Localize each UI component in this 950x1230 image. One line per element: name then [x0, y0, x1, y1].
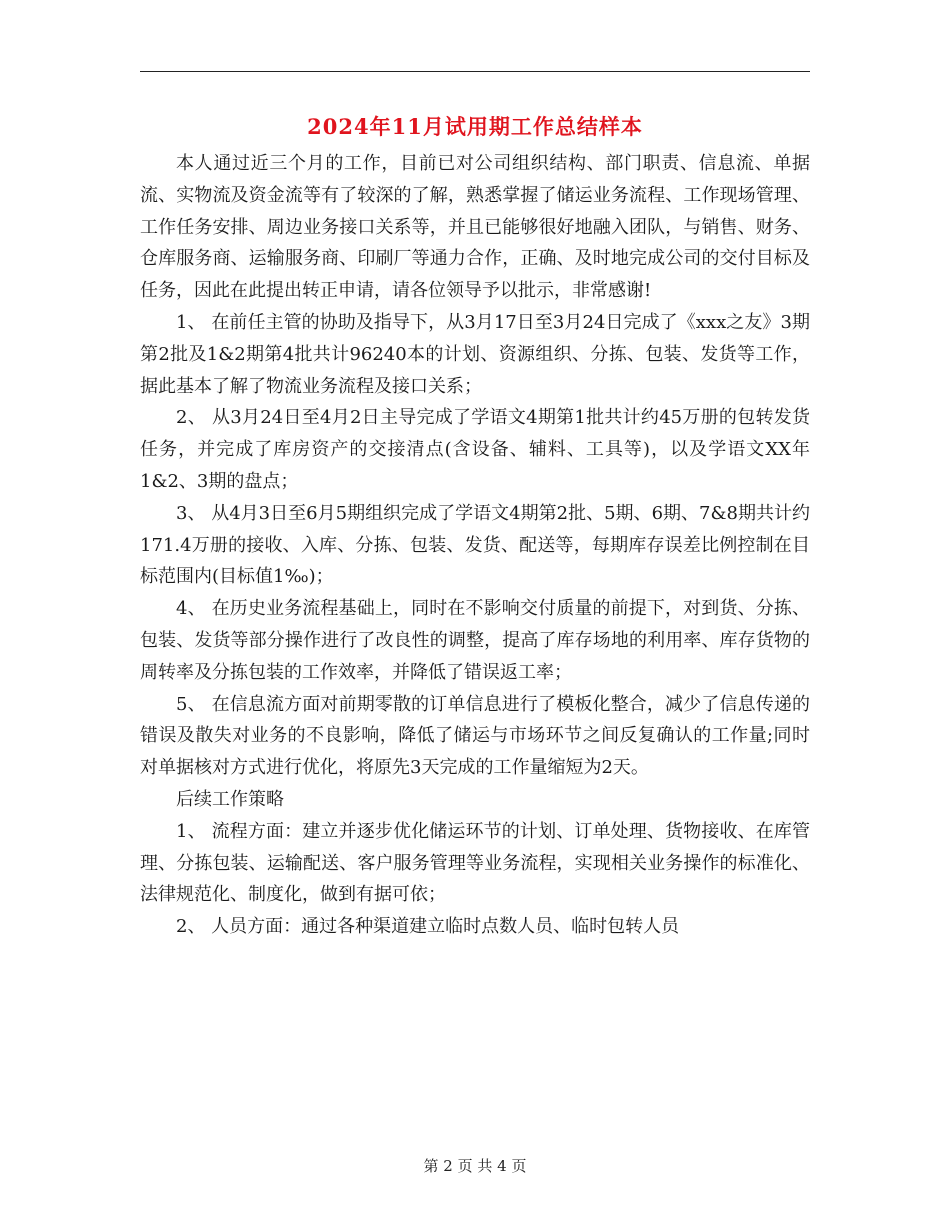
section-heading-followup: 后续工作策略 — [176, 788, 284, 810]
paragraph-item-5: 5、 在信息流方面对前期零散的订单信息进行了模板化整合，减少了信息传递的错误及散失对业务的不良影响，降低了储运与市场环节之间反复确认的工作量;同时对单据核对方式进行优化，将原先3天完成的工作量缩短为2天。 — [140, 693, 810, 779]
document-body — [140, 148, 810, 943]
paragraph-strategy-2: 2、 人员方面：通过各种渠道建立临时点数人员、临时包转人员 — [176, 916, 680, 938]
paragraph-strategy-1: 1、 流程方面：建立并逐步优化储运环节的计划、订单处理、货物接收、在库管理、分拣包装、运输配送、客户服务管理等业务流程，实现相关业务操作的标准化、法律规范化、制度化，做到有据可依； — [140, 820, 810, 906]
paragraph-item-4: 4、 在历史业务流程基础上，同时在不影响交付质量的前提下，对到货、分拣、包装、发货等部分操作进行了改良性的调整，提高了库存场地的利用率、库存货物的周转率及分拣包装的工作效率，并降低了错误返工率； — [140, 598, 810, 683]
paragraph-item-1: 1、 在前任主管的协助及指导下，从3月17日至3月24日完成了《xxx之友》3期第2批及1&2期第4批共计96240本的计划、资源组织、分拣、包装、发货等工作，据此基本了解了物流业务流程及接口关系； — [140, 311, 810, 397]
paragraph-item-3: 3、 从4月3日至6月5期组织完成了学语文4期第2批、5期、6期、7&8期共计约171.4万册的接收、入库、分拣、包装、发货、配送等，每期库存误差比例控制在目标范围内(目标值1‰)； — [140, 502, 810, 588]
document-title: 2024年11月试用期工作总结样本 — [307, 114, 643, 139]
paragraph-item-2: 2、 从3月24日至4月2日主导完成了学语文4期第1批共计约45万册的包转发货任务，并完成了库房资产的交接清点(含设备、辅料、工具等)，以及学语文XX年1&2、3期的盘点； — [140, 407, 810, 492]
page-footer: 第 2 页 共 4 页 — [423, 1157, 527, 1175]
header-rule — [140, 71, 810, 72]
paragraph-intro: 本人通过近三个月的工作，目前已对公司组织结构、部门职责、信息流、单据流、实物流及资金流等有了较深的了解，熟悉掌握了储运业务流程、工作现场管理、工作任务安排、周边业务接口关系等，并且已能够很好地融入团队，与销售、财务、仓库服务商、运输服务商、印刷厂等通力合作，正确、及时地完成公司的交付目标及任务，因此在此提出转正申请，请各位领导予以批示，非常感谢! — [140, 153, 810, 302]
